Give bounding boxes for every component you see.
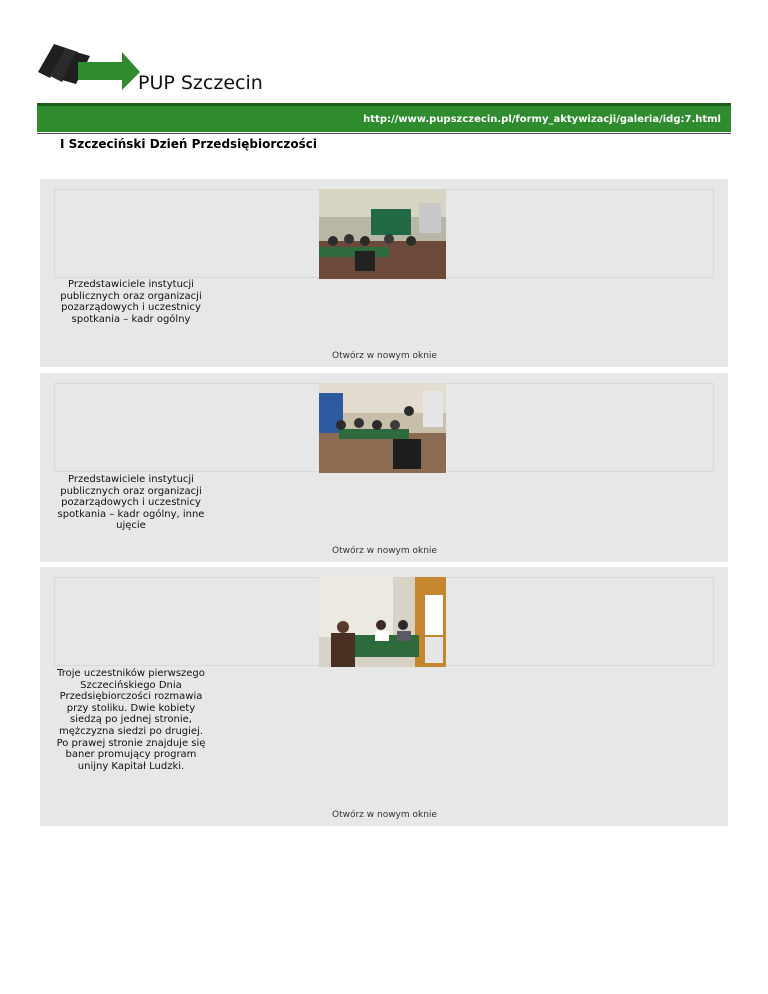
gallery-photo[interactable] <box>319 383 446 473</box>
photo-caption: Troje uczestników pierwszego Szczecińskiego Dnia Przedsiębiorczości rozmawia przy stoliku. Dwie kobiety siedzą po jednej stronie, mężczyzna siedzi po drugiej. Po prawej stronie znajduje się baner promujący program unijny Kapitał Ludzki. <box>56 668 206 772</box>
open-in-new-window-link[interactable]: Otwórz w nowym oknie <box>332 546 437 556</box>
site-name[interactable]: PUP Szczecin <box>138 72 263 94</box>
header-bar <box>37 103 731 132</box>
gallery-item <box>40 567 728 826</box>
open-in-new-window-link[interactable]: Otwórz w nowym oknie <box>332 810 437 820</box>
photo-caption: Przedstawiciele instytucji publicznych oraz organizacji pozarządowych i uczestnicy spotkania – kadr ogólny, inne ujęcie <box>57 474 205 532</box>
pup-logo-icon[interactable] <box>36 40 146 92</box>
gallery-photo[interactable] <box>319 577 446 667</box>
gallery-item <box>40 179 728 367</box>
page-title: I Szczeciński Dzień Przedsiębiorczości <box>60 137 318 151</box>
open-in-new-window-link[interactable]: Otwórz w nowym oknie <box>332 351 437 361</box>
gallery-item <box>40 373 728 562</box>
divider <box>37 133 731 134</box>
photo-caption: Przedstawiciele instytucji publicznych oraz organizacji pozarządowych i uczestnicy spotkania – kadr ogólny <box>60 279 202 325</box>
page-url[interactable]: http://www.pupszczecin.pl/formy_aktywizacji/galeria/idg:7.html <box>363 114 721 125</box>
gallery-photo[interactable] <box>319 189 446 279</box>
